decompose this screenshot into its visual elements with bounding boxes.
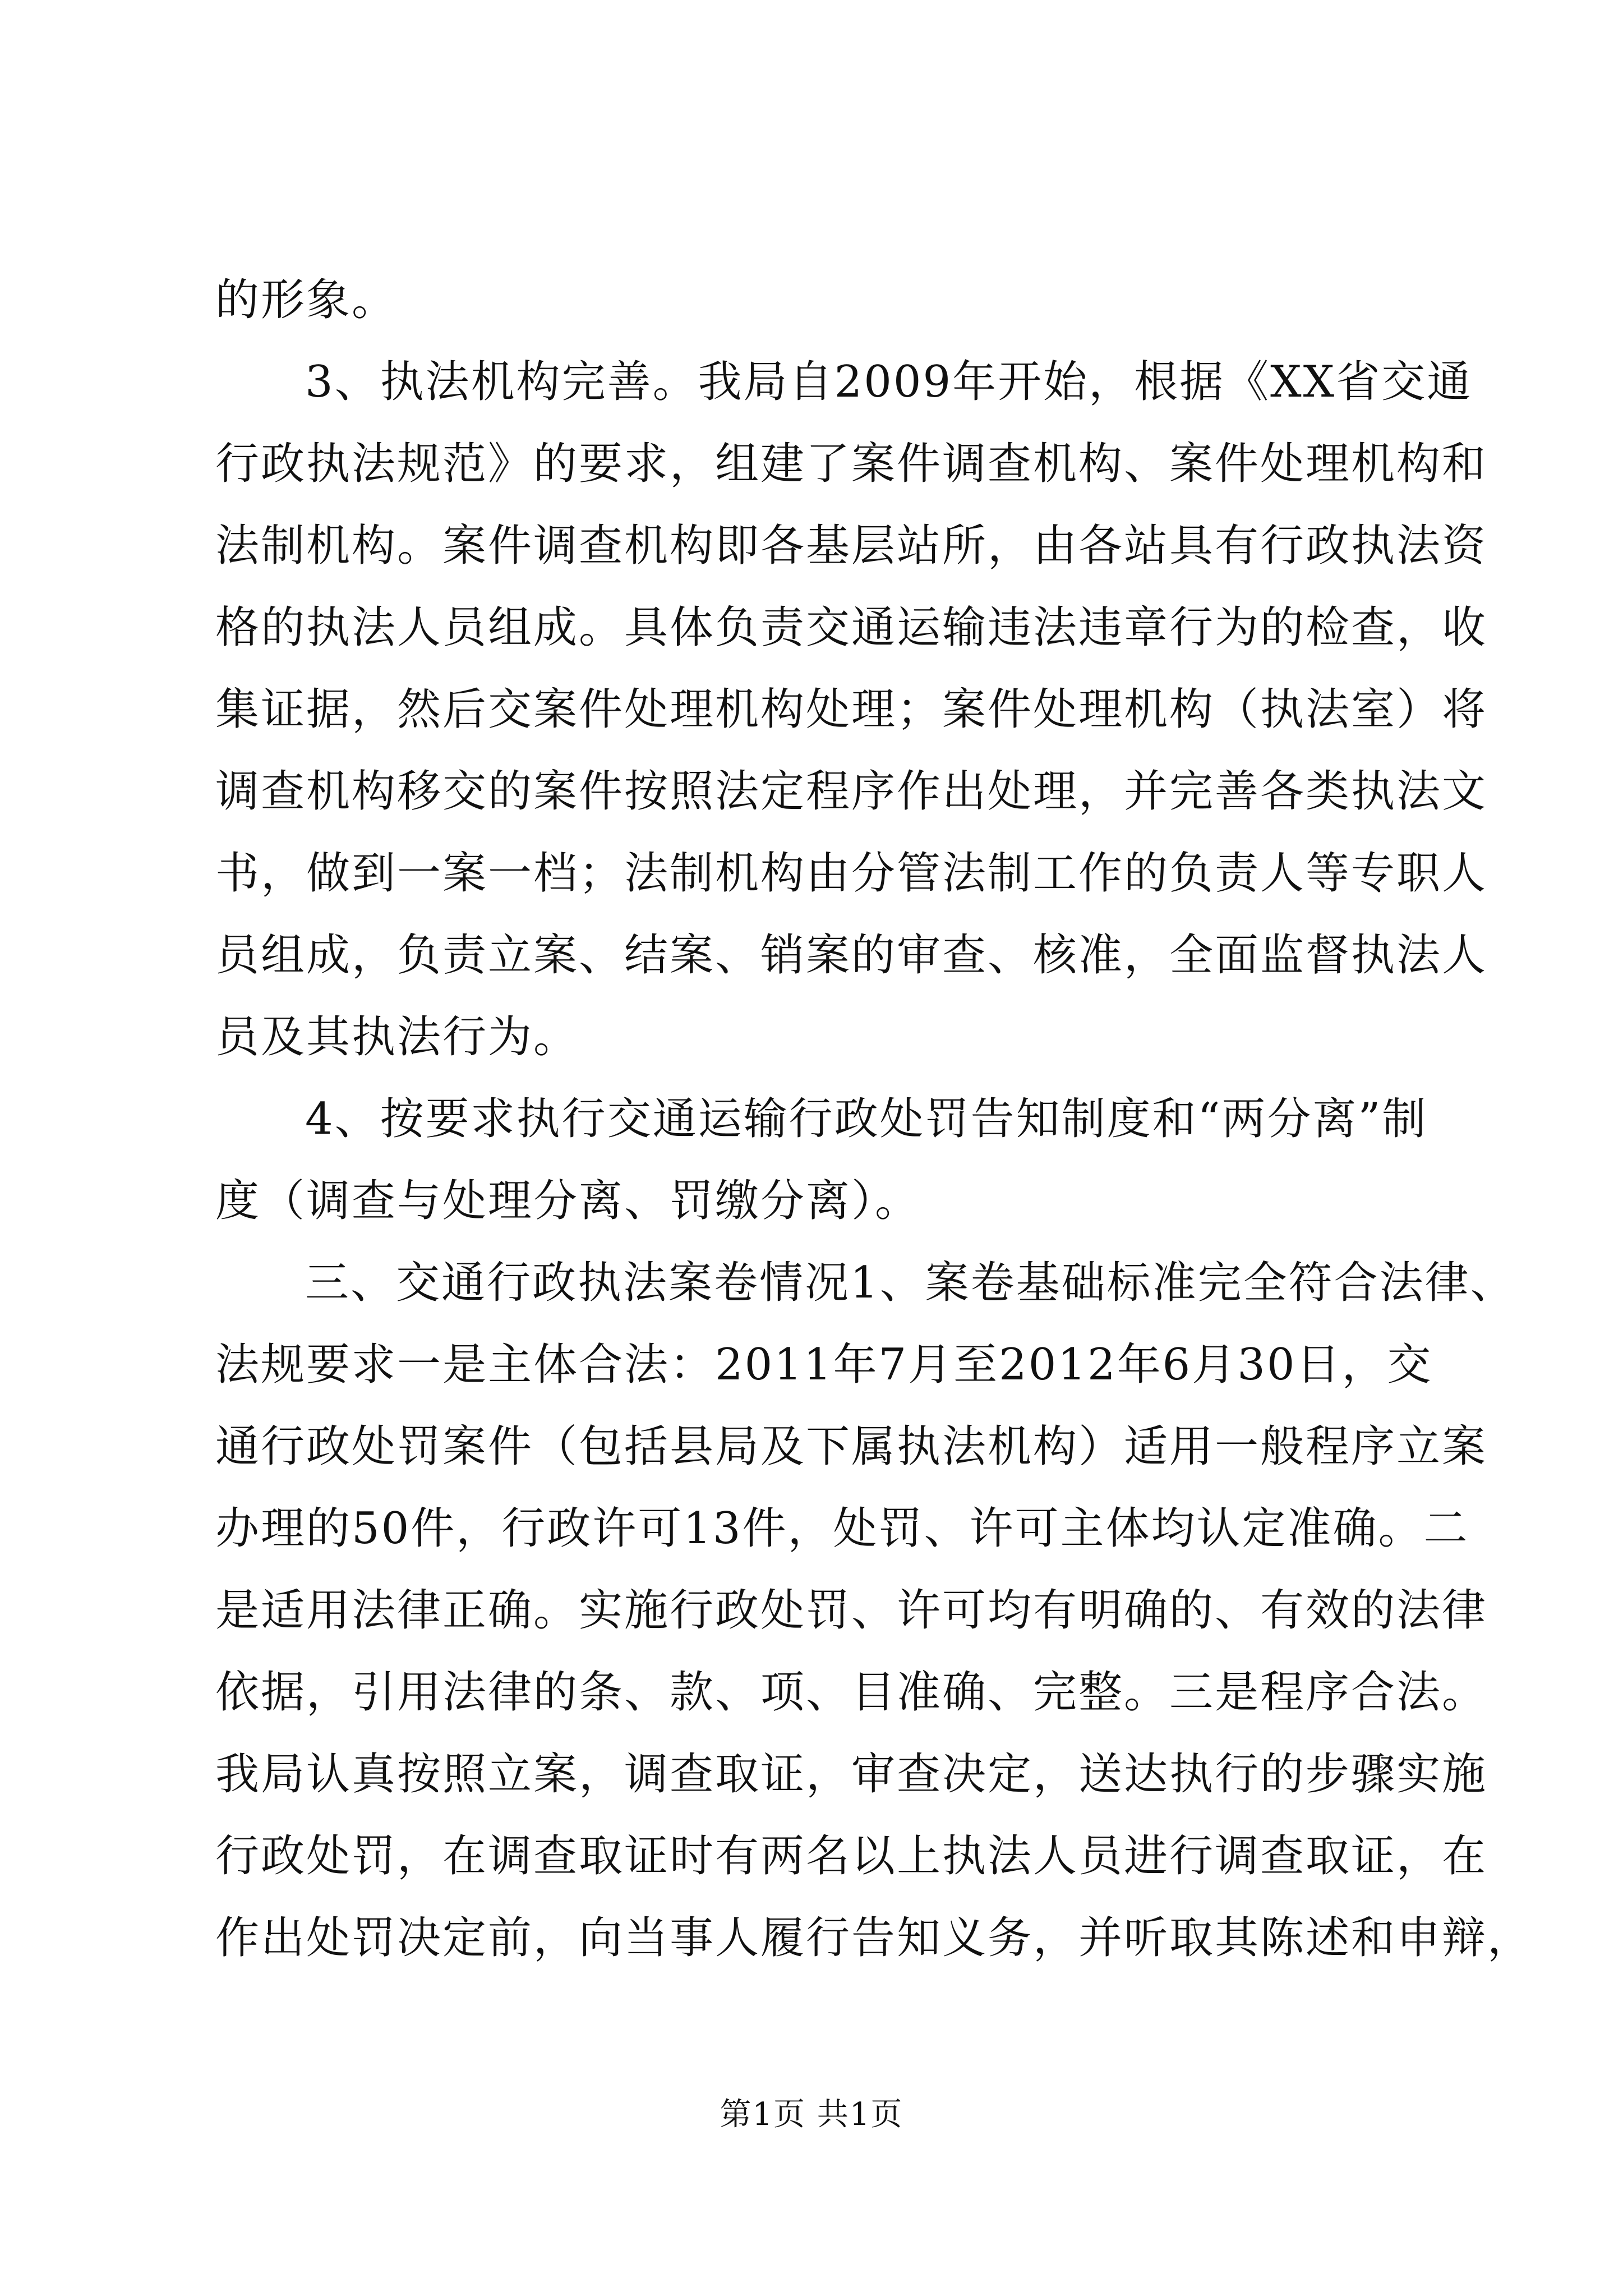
text-line: 4、按要求执行交通运输行政处罚告知制度和“两分离”制: [305, 1094, 1428, 1144]
text-line: 依据，引用法律的条、款、项、目准确、完整。三是程序合法。: [215, 1667, 1488, 1718]
text-line: 法规要求一是主体合法：2011年7月至2012年6月30日，交: [215, 1340, 1433, 1390]
text-line: 调查机构移交的案件按照法定程序作出处理，并完善各类执法文: [215, 766, 1488, 817]
text-line: 3、执法机构完善。我局自2009年开始，根据《XX省交通: [305, 357, 1473, 407]
text-line: 度（调查与处理分离、罚缴分离）。: [215, 1176, 921, 1226]
text-line: 办理的50件，行政许可13件，处罚、许可主体均认定准确。二: [215, 1503, 1469, 1554]
text-line: 作出处罚决定前，向当事人履行告知义务，并听取其陈述和申辩，: [215, 1913, 1533, 1963]
text-line: 的形象。: [215, 275, 398, 325]
text-line: 行政处罚，在调查取证时有两名以上执法人员进行调查取证，在: [215, 1831, 1488, 1881]
text-line: 员及其执法行为。: [215, 1012, 579, 1062]
text-line: 书，做到一案一档；法制机构由分管法制工作的负责人等专职人: [215, 848, 1488, 899]
page-number-footer: 第1页 共1页: [720, 2096, 903, 2133]
text-line: 是适用法律正确。实施行政处罚、许可均有明确的、有效的法律: [215, 1585, 1488, 1636]
text-line: 格的执法人员组成。具体负责交通运输违法违章行为的检查，收: [215, 602, 1488, 653]
text-line: 行政执法规范》的要求，组建了案件调查机构、案件处理机构和: [215, 439, 1488, 489]
document-body: [215, 259, 1533, 1979]
text-line: 我局认真按照立案，调查取证，审查决定，送达执行的步骤实施: [215, 1749, 1488, 1800]
text-line: 三、交通行政执法案卷情况1、案卷基础标准完全符合法律、: [305, 1258, 1516, 1308]
text-line: 员组成，负责立案、结案、销案的审查、核准，全面监督执法人: [215, 930, 1488, 981]
text-line: 通行政处罚案件（包括县局及下属执法机构）适用一般程序立案: [215, 1421, 1488, 1472]
text-line: 法制机构。案件调查机构即各基层站所，由各站具有行政执法资: [215, 521, 1488, 571]
text-line: 集证据，然后交案件处理机构处理；案件处理机构（执法室）将: [215, 684, 1488, 735]
